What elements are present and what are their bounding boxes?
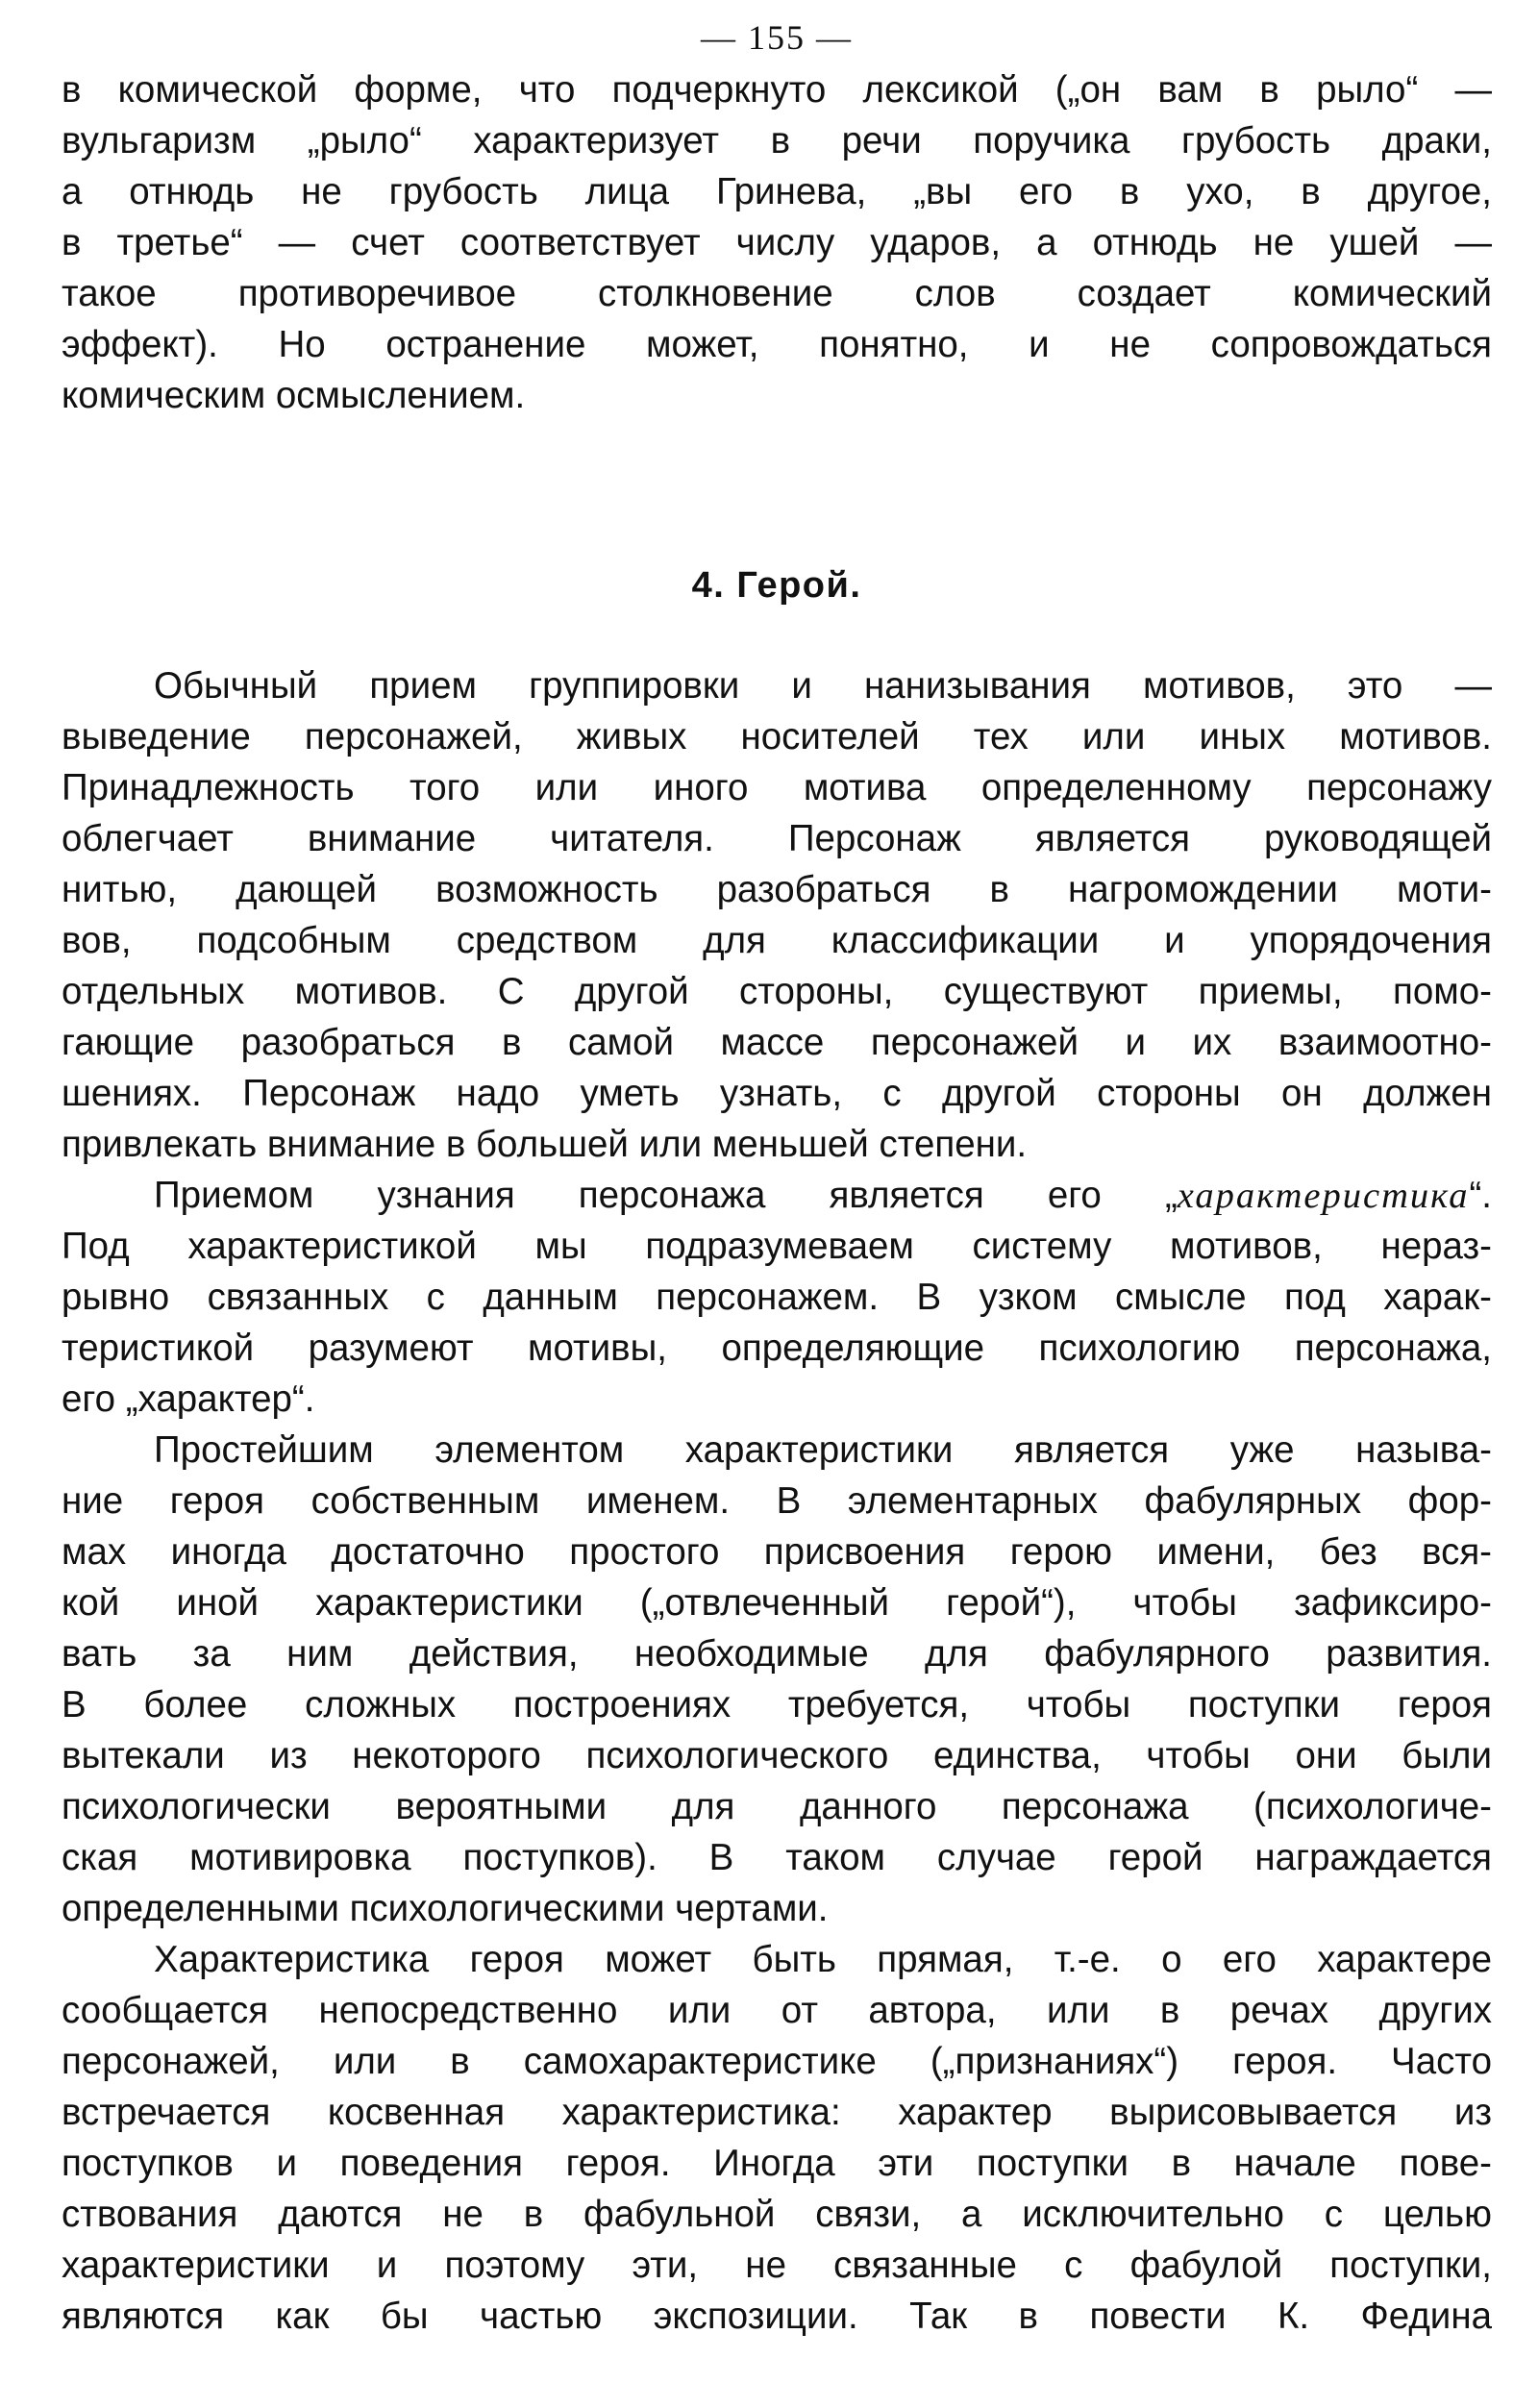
text-line: встречается косвенная характеристика: характер вырисовывается из [62,2092,1492,2133]
text-line: эффект). Но остранение может, понятно, и не сопровождаться [62,324,1492,365]
text-run: “. [1469,1175,1492,1216]
page-number: — 155 — [701,18,853,57]
text-line [62,1171,1492,1221]
text-line: характеристики и поэтому эти, не связанные с фабулой поступки, [62,2245,1492,2286]
text-line: шениях. Персонаж надо уметь узнать, с другой стороны он должен [62,1073,1492,1114]
text-line: определенными психологическими чертами. [62,1888,829,1929]
text-line: мах иногда достаточно простого присвоения герою имени, без вся- [62,1531,1492,1573]
text-line: вов, подсобным средством для классификации и упорядочения [62,920,1492,961]
text-line: такое противоречивое столкновение слов создает комический [62,273,1492,314]
text-line: нитью, дающей возможность разобраться в нагромождении моти- [62,869,1492,910]
text-line: являются как бы частью экспозиции. Так в повести К. Федина [62,2296,1492,2337]
text-line: Принадлежность того или иного мотива определенному персонажу [62,767,1492,808]
text-line: кой иной характеристики („отвлеченный герой“), чтобы зафиксиро- [62,1582,1492,1624]
text-line: вульгаризм „рыло“ характеризует в речи поручика грубость драки, [62,120,1492,161]
text-line: Обычный прием группировки и нанизывания мотивов, это — [154,665,1492,707]
text-line: поступков и поведения героя. Иногда эти поступки в начале пове- [62,2143,1492,2184]
text-line: комическим осмыслением. [62,375,526,416]
section-heading: 4. Герой. [691,565,862,606]
text-line: в комической форме, что подчеркнуто лексикой („он вам в рыло“ — [62,69,1492,111]
book-page [62,0,1492,2408]
text-line: гающие разобраться в самой массе персонажей и их взаимоотно- [62,1022,1492,1063]
text-line: Простейшим элементом характеристики является уже называ- [154,1429,1492,1471]
emphasized-term: характеристика [1177,1176,1470,1216]
text-line: выведение персонажей, живых носителей тех или иных мотивов. [62,716,1492,757]
text-line: его „характер“. [62,1378,315,1420]
text-line: а отнюдь не грубость лица Гринева, „вы его в ухо, в другое, [62,171,1492,212]
text-line: ние героя собственным именем. В элементарных фабулярных фор- [62,1480,1492,1522]
text-line: сообщается непосредственно или от автора, или в речах других [62,1990,1492,2031]
text-line: отдельных мотивов. С другой стороны, существуют приемы, помо- [62,971,1492,1012]
text-line: ствования даются не в фабульной связи, а исключительно с целью [62,2194,1492,2235]
text-line: Характеристика героя может быть прямая, т.-е. о его характере [154,1939,1492,1980]
text-line: ская мотивировка поступков). В таком случае герой награждается [62,1837,1492,1878]
text-run: Приемом узнания персонажа является его „ [154,1175,1178,1216]
text-line: персонажей, или в самохарактеристике („признаниях“) героя. Часто [62,2041,1492,2082]
text-line: психологически вероятными для данного персонажа (психологиче- [62,1786,1492,1827]
text-line: Под характеристикой мы подразумеваем систему мотивов, нераз- [62,1226,1492,1267]
text-line: вытекали из некоторого психологического единства, чтобы они были [62,1735,1492,1776]
text-line: теристикой разумеют мотивы, определяющие психологию персонажа, [62,1328,1492,1369]
text-line: вать за ним действия, необходимые для фабулярного развития. [62,1633,1492,1675]
text-line: в третье“ — счет соответствует числу ударов, а отнюдь не ушей — [62,222,1492,263]
text-line: облегчает внимание читателя. Персонаж является руководящей [62,818,1492,859]
text-line: привлекать внимание в большей или меньшей степени. [62,1124,1028,1165]
text-line: рывно связанных с данным персонажем. В узком смысле под харак- [62,1277,1492,1318]
text-line: В более сложных построениях требуется, чтобы поступки героя [62,1684,1492,1725]
